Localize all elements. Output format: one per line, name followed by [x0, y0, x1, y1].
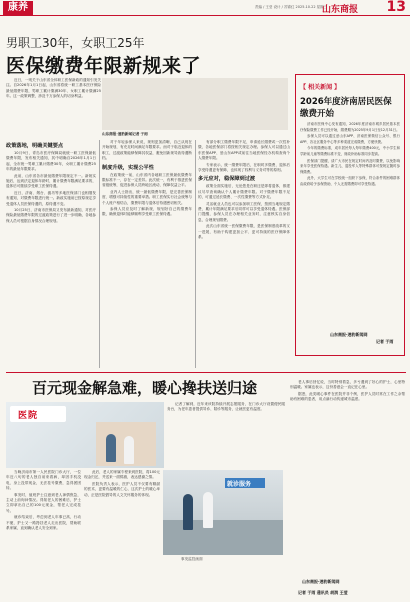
lead-paragraph: 近日，一则关于山东省全体职工医保新政的通知引发关注。自2026年1月1日起，山东省将统一职工基本医疗保险最低缴费年限，男职工累计缴满30年、女职工累计缴满25年。这一政策调整，涉及千万参保人的切身利益。 [6, 78, 101, 99]
story2-reporters: 记者 于雨 通讯员 胡润 王莹 [298, 590, 348, 595]
paragraph: 参保人员可以通过爱山东APP、济南医保微信公众号、银行APP、各社区服务中心等多种渠道完成缴费，方便快捷。 [300, 134, 400, 144]
hospital-sign-text: 医院 [18, 411, 39, 421]
story2-col2 [84, 470, 160, 598]
story1-col2 [102, 140, 192, 368]
column-divider [99, 140, 100, 368]
story2-byline: 山东商报·速豹新闻网 [302, 579, 340, 584]
story1-subhead: 男职工30年，女职工25年 [6, 36, 145, 50]
paragraph: 对于年轻参保人来说，规则更加清晰，自己从现在开始规划，有充足时间满足年限要求。而对于临近退休的职工，过渡政策能够保障其权益，避免因新规导致待遇断档。 [102, 140, 192, 161]
paragraph: 在政策统一前，山东省内各地职工医保最低缴费年限标准不一，存在一定差异。此次统一，有利于推进医保省级统筹，促进参保人员跨地区流动，保障权益公平。 [102, 172, 192, 188]
paragraph: 今年的缴费标准，成年居民每人每年缴费400元，中小学生和学龄前儿童等缴费标准不变，财政补助标准同步提高。 [300, 146, 400, 156]
page-number: 13 [386, 0, 406, 15]
paragraph: 此前，山东省各市最低缴费年限规定不一。新规实施后，达到法定退休年龄时，累计缴费年限满足要求的，退休后可继续享受职工医保待遇。 [6, 173, 96, 189]
person-figure [124, 436, 134, 464]
person-figure [183, 494, 193, 530]
story1-photo-area [102, 78, 288, 130]
paragraph: 此次山东省统一医保缴费年限，是医保制度改革的又一进展，有助于构建更加公平、更可持续的医疗保障体系。 [198, 224, 290, 240]
related-news-body [300, 122, 400, 322]
story1-h2: 制度升级，实现公平性 [102, 164, 154, 171]
paragraph: 医保部门提醒，请广大市民在规定时间内及时缴费，以免影响来年享受医保待遇。新生儿、退役军人等特殊群体可按规定随时参保缴费。 [300, 158, 400, 174]
page-header [0, 0, 410, 16]
paragraph: 10月25日，济南市医保局又发布最新通知，对医疗保险最低缴费年限的过渡政策进行了进一步明确，各地参保人员可根据自身情况合理规划。 [6, 208, 96, 223]
story1-col3 [198, 140, 290, 368]
paragraph: 济南市医保中心发布通知，2026年度济南市城乡居民基本医疗保险缴费工作已经开始，缴费期为2025年9月1日至12月31日。 [300, 122, 400, 132]
paragraph: 业内人士指出，统一最低缴费年限，是完善医保制度、增强可持续性的重要举措。职工医保实行社会统筹与个人账户相结合，缴费年限与退休后待遇密切相关。 [102, 189, 192, 205]
counter [163, 520, 283, 555]
paragraph: 当晚济南市第一人民医院门诊大厅，一位年近八旬的老人独自前来看病，却因手机没电、身上没带现金，无法挂号缴费，急得团团转。 [6, 470, 81, 491]
photo-caption: 事发监控画面 [181, 557, 203, 561]
story1-col1 [6, 140, 96, 368]
paragraph: 老人事后回忆说，当时特别着急，多亏遇到了好心的护士，心里特别温暖。家属也表示，这份善意会一直记在心里。 [290, 380, 405, 390]
paragraph: 灵活就业人员也可以参加职工医保，按照当地规定缴费，累计年限满足要求后同样可以享受退休待遇。医保部门提醒，参保人员在办理相关业务时，注意核实自身信息，合理规划缴费。 [198, 201, 290, 222]
paragraph: 有部分职工缴费年限不足，申请延长缴费或一次性补缴，各地医保部门将按相关规定办理。参保人可以通过山东医保APP、爱山东APP或前往当地医保经办机构查询个人缴费年限。 [198, 140, 290, 161]
related-news-title: 2026年度济南居民医保缴费开始 [300, 97, 392, 119]
story2-col1 [6, 470, 81, 598]
section-tag: 康养 [3, 1, 33, 15]
paragraph: 专家表示，统一缴费年限后，在职时多缴费，退休后享受待遇更有保障，也体现了权利与义务对等的原则。 [198, 162, 290, 173]
related-news-reporter: 记者 于雨 [376, 339, 394, 344]
paragraph: 就诊结束后，考虑到老人年事已高，行动不便，护士又一路搀扶老人走出医院，帮助联系家属，直到确认老人安全到家。 [6, 515, 81, 531]
story1-h3: 多元应对，稳保障到过渡 [198, 176, 256, 183]
person-figure [106, 434, 116, 462]
story1-h1: 政策落地，明确关键要点 [6, 143, 64, 149]
story1-byline-text: 山东商报·速豹新闻记者 于雨 [102, 132, 148, 136]
section-divider [6, 372, 406, 373]
newspaper-name: 山东商报 [322, 5, 359, 15]
paragraph: 政策全面实施后，无论您是在职还是即将退休，都建议尽早查询确认个人累计缴费年限。对于缴费年限不足的，可通过延长缴费、一次性缴费等方式补足。 [198, 184, 290, 200]
story1-headline: 医保缴费年限新规来了 [6, 55, 202, 77]
story2-col-mid [167, 402, 285, 466]
surveillance-photo [163, 470, 283, 555]
service-sign-text: 就诊服务 [227, 481, 252, 488]
paragraph: 事发时，值班护士注意到老人神情焦急，主动上前询问情况。得知老人的困难后，护士立即拿出自己的100元现金，帮老人完成挂号。 [6, 492, 81, 513]
paragraph: 参保人员应及时了解新规，规划好自己的缴费年限，确保退休时能够顺利享受职工医保待遇。 [102, 207, 192, 217]
related-news-label: 【 相关新闻 】 [300, 84, 341, 91]
page-meta: 责编 / 王莹 设计 / 苏锦红 2025.10.22 星期三 [255, 5, 328, 9]
hospital-photo [6, 402, 164, 468]
paragraph: 此外，大学生可在学校统一组织下参保，符合条件的困难群体由政府给予参保资助，个人无需缴费即可享受待遇。 [300, 176, 400, 186]
paragraph: 近日，济南、烟台、潍坊等多地医保部门也相继发布通知，对缴费年限进行统一。新政实施前已按原规定享受退休人员医保待遇的，原待遇不变。 [6, 190, 96, 206]
paragraph: 据悉，此类暖心事件在医院并非个例，医护人员时常在工作之余帮助有困难的患者，用点滴行动传递城市温度。 [290, 391, 405, 402]
paragraph: 此后，老人的家属专程来到医院，将100元现金归还，并送来一面锦旗，表达感谢之情。 [84, 470, 160, 480]
related-news-byline: 山东商报·速豹新闻网 [330, 332, 368, 337]
story2-headline: 百元现金解急难，暖心搀扶送归途 [32, 379, 258, 397]
paragraph: 医院负责人表示，医护人员不仅要有精湛的医术，更要有温暖的仁心，这次护士的暖心举动，正是医院倡导的人文关怀服务的体现。 [84, 481, 160, 497]
story1-lead [6, 78, 101, 123]
story1-byline [102, 130, 288, 138]
person-figure [203, 492, 213, 528]
story2-col3 [290, 380, 405, 575]
column-divider [195, 140, 196, 368]
paragraph: 记者了解到，近年来该院持续开展志愿服务，在门诊大厅设置便民服务台，为老年患者提供导诊、陪诊等服务，让就医更有温度。 [167, 402, 285, 412]
paragraph: 10月9日，青岛市医疗保障局就统一职工医保最低缴费年限，发布相关通知，其中明确自2026年1月1日起，全市统一男职工累计缴费30年，女职工累计缴费25年的最低年限要求。 [6, 151, 96, 172]
